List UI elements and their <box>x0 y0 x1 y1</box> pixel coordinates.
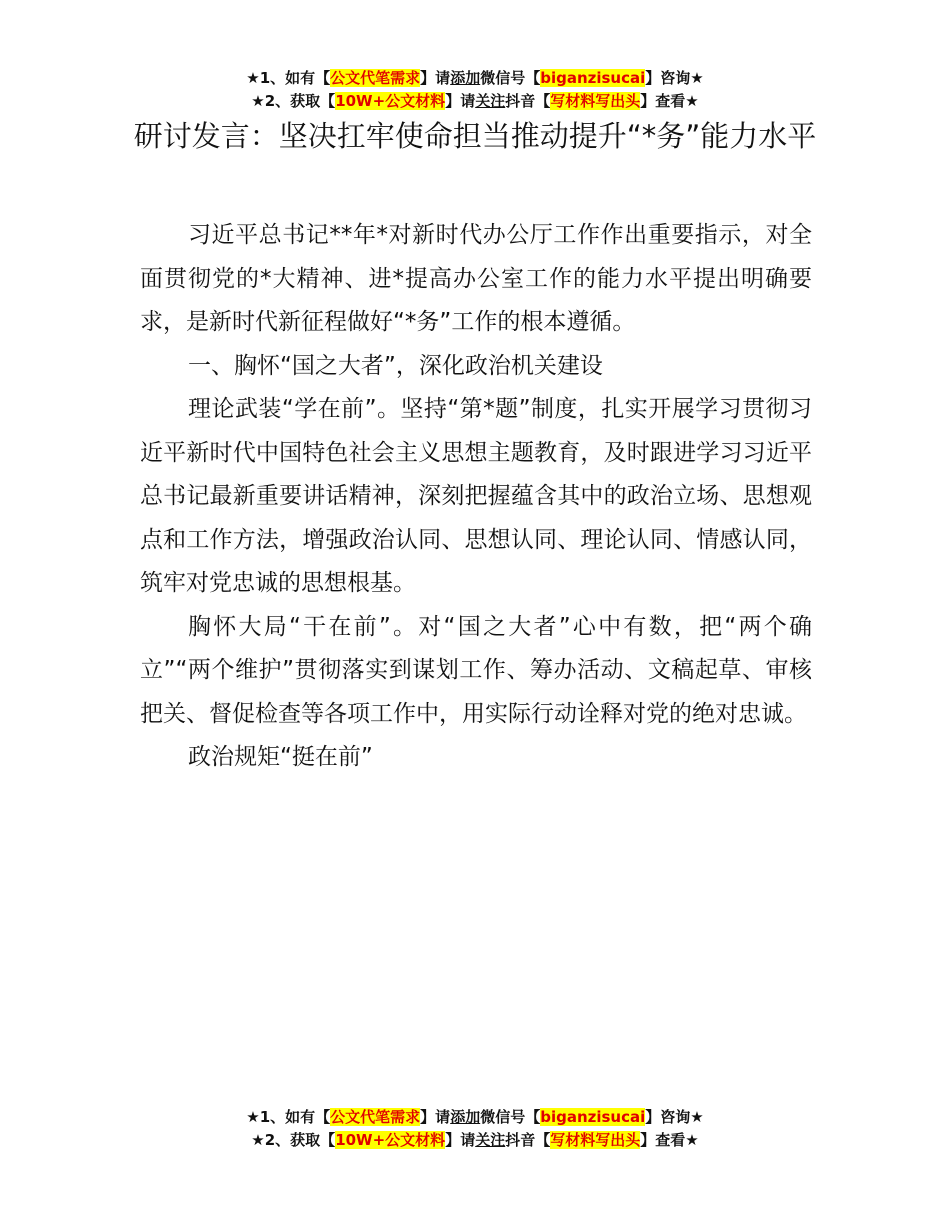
service-highlight: 公文代笔需求 <box>330 69 421 87</box>
paragraph-intro: 习近平总书记**年*对新时代办公厅工作作出重要指示，对全面贯彻党的*大精神、进*提高办公室工作的能力水平提出明确要求，是新时代新征程做好“*务”工作的根本遵循。 <box>140 222 812 335</box>
douyin-id-highlight: 写材料写出头 <box>550 92 641 110</box>
paragraph-political-rules: 政治规矩“挺在前” <box>188 744 373 770</box>
wechat-id-highlight: biganzisucai <box>540 69 646 87</box>
header-banner <box>0 67 950 113</box>
footer-banner-line-2: ★2、获取【10W+公文材料】请关注抖音【写材料写出头】查看★ <box>251 1131 699 1149</box>
header-banner-line-1: ★1、如有【公文代笔需求】请添加微信号【biganzisucai】咨询★ <box>246 69 704 87</box>
materials-highlight: 10W+公文材料 <box>335 1131 446 1149</box>
wechat-id-highlight: biganzisucai <box>540 1108 646 1126</box>
footer-banner <box>0 1106 950 1152</box>
header-banner-line-2: ★2、获取【10W+公文材料】请关注抖音【写材料写出头】查看★ <box>251 92 699 110</box>
document-title: 研讨发言：坚决扛牢使命担当推动提升“*务”能力水平 <box>133 119 817 153</box>
footer-banner-line-1: ★1、如有【公文代笔需求】请添加微信号【biganzisucai】咨询★ <box>246 1108 704 1126</box>
section-heading: 一、胸怀“国之大者”，深化政治机关建设 <box>188 352 603 379</box>
paragraph-theory: 理论武装“学在前”。坚持“第*题”制度，扎实开展学习贯彻习近平新时代中国特色社会主义思想主题教育，及时跟进学习习近平总书记最新重要讲话精神，深刻把握蕴含其中的政治立场、思想观点和工作方法，增强政治认同、思想认同、理论认同、情感认同，筑牢对党忠诚的思想根基。 <box>140 396 812 596</box>
service-highlight: 公文代笔需求 <box>330 1108 421 1126</box>
document-body <box>140 214 812 780</box>
materials-highlight: 10W+公文材料 <box>335 92 446 110</box>
paragraph-overall: 胸怀大局“干在前”。对“国之大者”心中有数，把“两个确立”“两个维护”贯彻落实到谋划工作、筹办活动、文稿起草、审核把关、督促检查等各项工作中，用实际行动诠释对党的绝对忠诚。 <box>140 613 812 727</box>
douyin-id-highlight: 写材料写出头 <box>550 1131 641 1149</box>
